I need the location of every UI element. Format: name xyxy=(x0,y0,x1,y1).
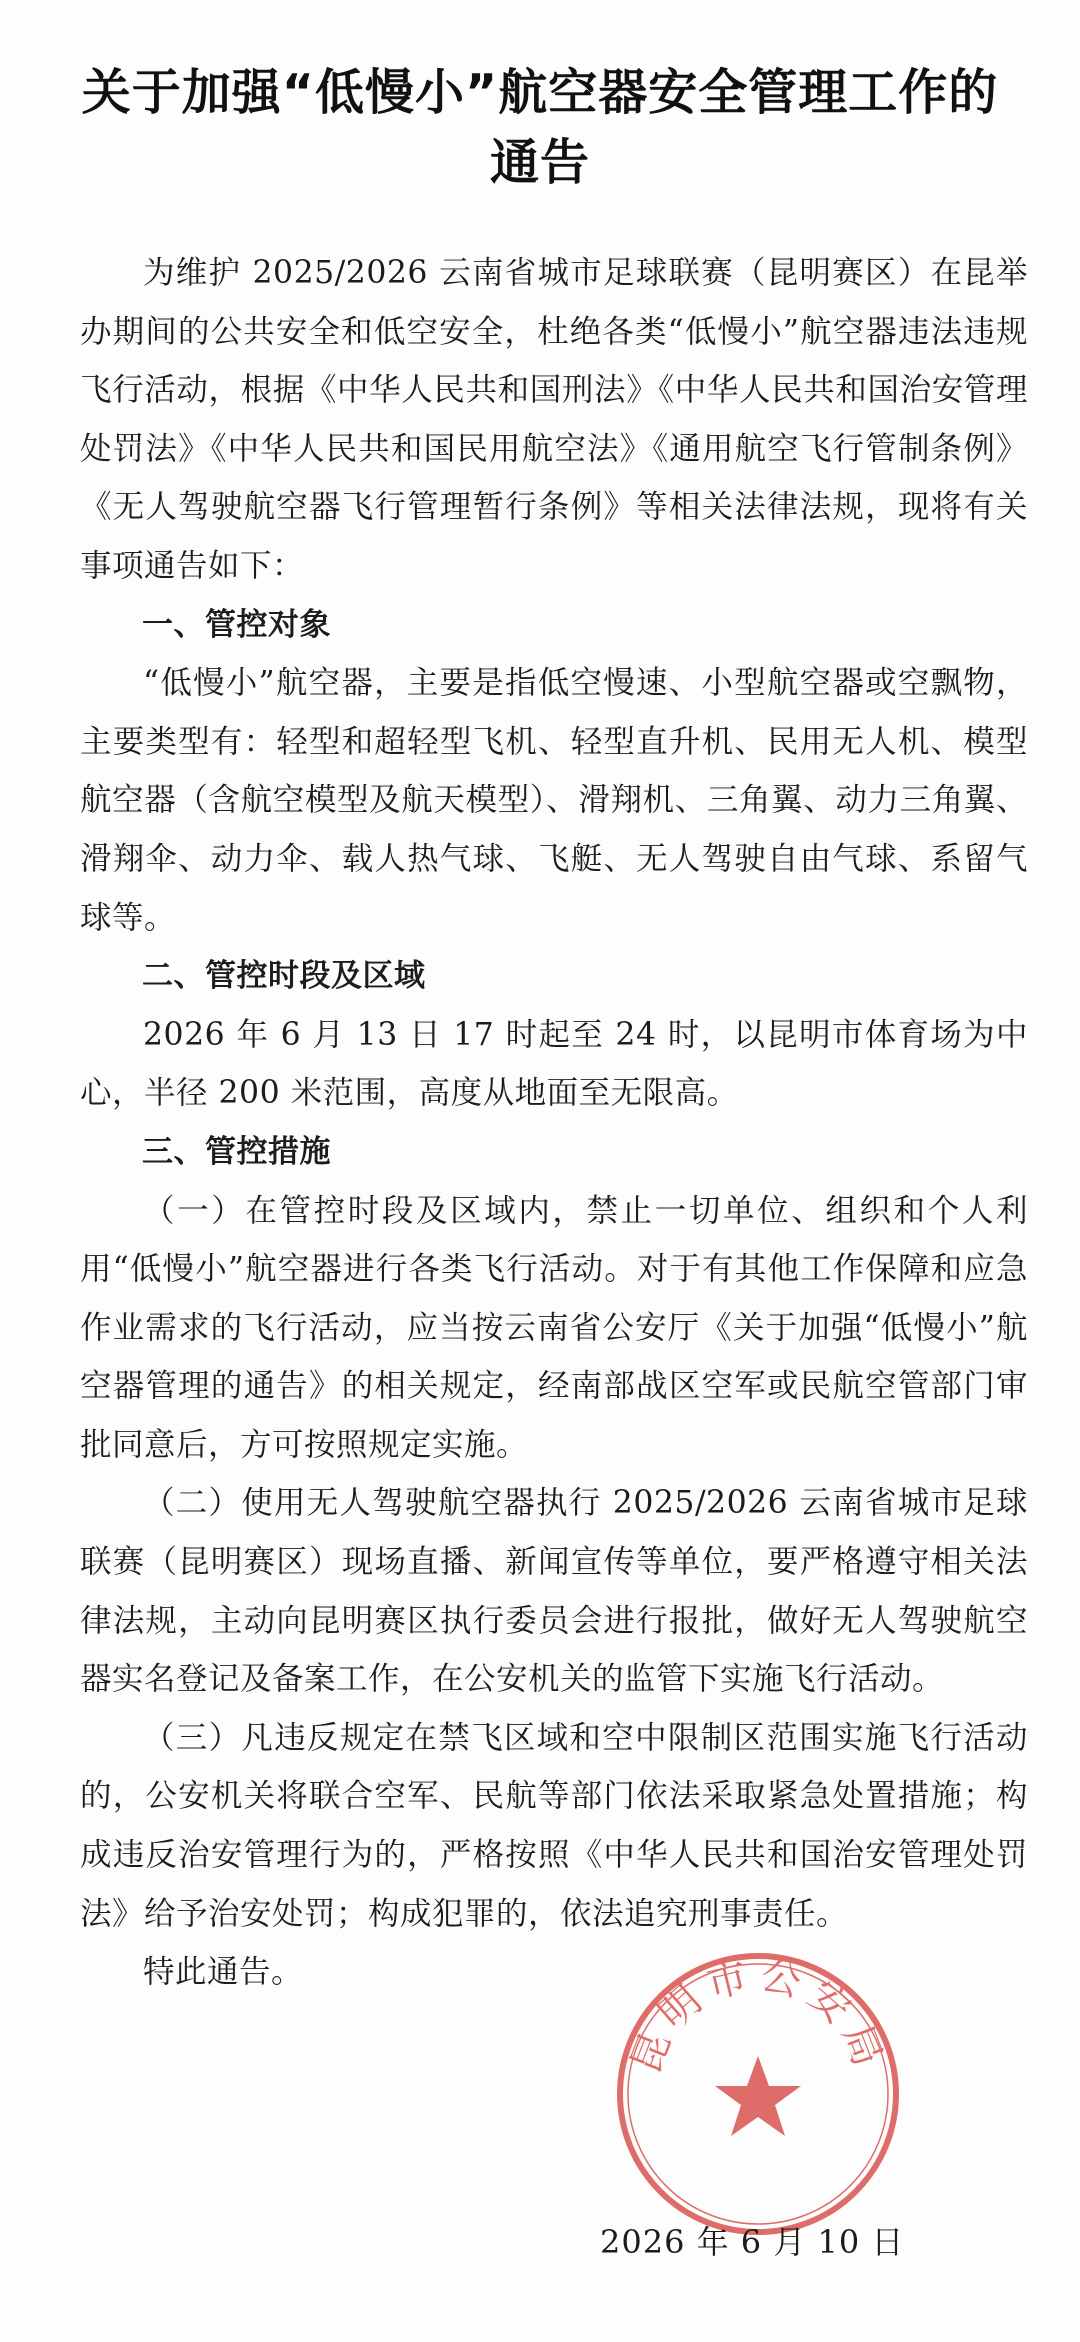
measure-3-paragraph: （三）凡违反规定在禁飞区域和空中限制区范围实施飞行活动的，公安机关将联合空军、民航等部门依法采取紧急处置措施；构成违反治安管理行为的，严格按照《中华人民共和国治安管理处罚法》给予治安处罚；构成犯罪的，依法追究刑事责任。 xyxy=(80,1719,1028,1932)
title-line-2: 通告 xyxy=(489,134,590,191)
notice-title xyxy=(60,58,1020,198)
title-line-1: 关于加强“低慢小”航空器安全管理工作的 xyxy=(81,64,999,121)
notice-body xyxy=(80,244,1028,2002)
section-heading-measures: 三、管控措施 xyxy=(142,1133,331,1170)
intro-paragraph: 为维护 2025/2026 云南省城市足球联赛（昆明赛区）在昆举办期间的公共安全和低空安全，杜绝各类“低慢小”航空器违法违规飞行活动，根据《中华人民共和国刑法》《中华人民共和国治安管理处罚法》《中华人民共和国民用航空法》《通用航空飞行管制条例》《无人驾驶航空器飞行管理暂行条例》等相关法律法规，现将有关事项通告如下： xyxy=(80,255,1028,584)
section-heading-control-targets: 一、管控对象 xyxy=(142,606,331,643)
measure-2-paragraph: （二）使用无人驾驶航空器执行 2025/2026 云南省城市足球联赛（昆明赛区）现场直播、新闻宣传等单位，要严格遵守相关法律法规，主动向昆明赛区执行委员会进行报批，做好无人驾驶航空器实名登记及备案工作，在公安机关的监管下实施飞行活动。 xyxy=(80,1485,1028,1698)
control-targets-paragraph: “低慢小”航空器，主要是指低空慢速、小型航空器或空飘物，主要类型有：轻型和超轻型飞机、轻型直升机、民用无人机、模型航空器（含航空模型及航天模型）、滑翔机、三角翼、动力三角翼、滑翔伞、动力伞、载人热气球、飞艇、无人驾驶自由气球、系留气球等。 xyxy=(80,665,1028,936)
measure-1-paragraph: （一）在管控时段及区域内，禁止一切单位、组织和个人利用“低慢小”航空器进行各类飞行活动。对于有其他工作保障和应急作业需求的飞行活动，应当按云南省公安厅《关于加强“低慢小”航空器管理的通告》的相关规定，经南部战区空军或民航空管部门审批同意后，方可按照规定实施。 xyxy=(80,1192,1028,1463)
official-seal-icon xyxy=(612,1948,904,2240)
svg-text:昆明市公安局: 昆明市公安局 xyxy=(622,1952,894,2080)
section-heading-time-area: 二、管控时段及区域 xyxy=(142,958,426,995)
time-area-paragraph: 2026 年 6 月 13 日 17 时起至 24 时，以昆明市体育场为中心，半径 200 米范围，高度从地面至无限高。 xyxy=(80,1016,1028,1112)
closing-line: 特此通告。 xyxy=(143,1954,304,1991)
issue-date: 2026 年 6 月 10 日 xyxy=(600,2223,905,2261)
